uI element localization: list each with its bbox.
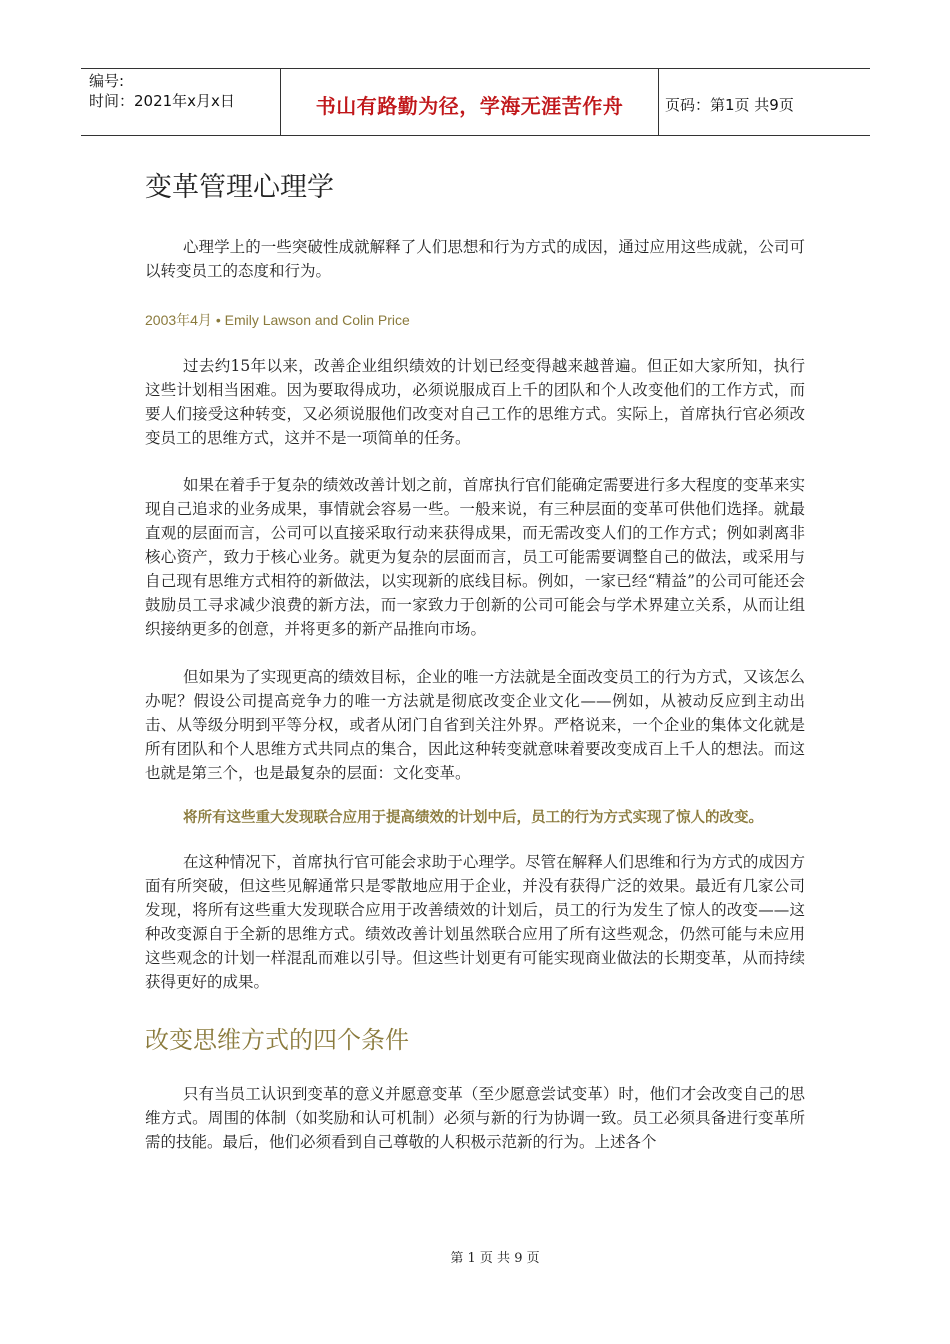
article-body bbox=[145, 160, 805, 1154]
paragraph-4: 在这种情况下，首席执行官可能会求助于心理学。尽管在解释人们思维和行为方式的成因方面有所突破，但这些见解通常只是零散地应用于企业，并没有获得广泛的效果。最近有几家公司发现，将所有这些重大发现联合应用于改善绩效的计划后，员工的行为发生了惊人的改变——这种改变源自于全新的思维方式。绩效改善计划虽然联合应用了所有这些观念，仍然可能与未应用这些观念的计划一样混乱而难以引导。但这些计划更有可能实现商业做法的长期变革，从而持续获得更好的成果。 bbox=[145, 853, 805, 991]
article-title: 变革管理心理学 bbox=[145, 172, 334, 203]
paragraph-2: 如果在着手于复杂的绩效改善计划之前，首席执行官们能确定需要进行多大程度的变革来实现自己追求的业务成果，事情就会容易一些。一般来说，有三种层面的变革可供他们选择。就最直观的层面而言，公司可以直接采取行动来获得成果，而无需改变人们的工作方式；例如剥离非核心资产，致力于核心业务。就更为复杂的层面而言，员工可能需要调整自己的做法，或采用与自己现有思维方式相符的新做法，以实现新的底线目标。例如，一家已经“精益”的公司可能还会鼓励员工寻求减少浪费的新方法，而一家致力于创新的公司可能会与学术界建立关系，从而让组织接纳更多的创意，并将更多的新产品推向市场。 bbox=[145, 476, 805, 638]
article-byline: 2003年4月 • Emily Lawson and Colin Price bbox=[145, 312, 410, 328]
document-number-label: 编号: bbox=[89, 72, 125, 90]
paragraph-1: 过去约15年以来，改善企业组织绩效的计划已经变得越来越普遍。但正如大家所知，执行这些计划相当困难。因为要取得成功，必须说服成百上千的团队和个人改变他们的工作方式，而要人们接受这种转变，又必须说服他们改变对自己工作的思维方式。实际上，首席执行官必须改变员工的思维方式，这并不是一项简单的任务。 bbox=[145, 357, 805, 447]
footer-page-number: 第 1 页 共 9 页 bbox=[450, 1251, 540, 1266]
pull-quote: 将所有这些重大发现联合应用于提高绩效的计划中后，员工的行为方式实现了惊人的改变。 bbox=[183, 809, 763, 826]
page-footer bbox=[0, 1247, 950, 1266]
paragraph-3: 但如果为了实现更高的绩效目标，企业的唯一方法就是全面改变员工的行为方式，又该怎么办呢？假设公司提高竞争力的唯一方法就是彻底改变企业文化——例如，从被动反应到主动出击、从等级分明到平等分权，或者从闭门自省到关注外界。严格说来，一个企业的集体文化就是所有团队和个人思维方式共同点的集合，因此这种转变就意味着要改变成百上千人的想法。而这也就是第三个，也是最复杂的层面：文化变革。 bbox=[145, 668, 805, 782]
paragraph-5: 只有当员工认识到变革的意义并愿意变革（至少愿意尝试变革）时，他们才会改变自己的思维方式。周围的体制（如奖励和认可机制）必须与新的行为协调一致。员工必须具备进行变革所需的技能。最后，他们必须看到自己尊敬的人积极示范新的行为。上述各个 bbox=[145, 1085, 805, 1151]
document-header bbox=[81, 68, 870, 136]
article-lead: 心理学上的一些突破性成就解释了人们思想和行为方式的成因，通过应用这些成就，公司可以转变员工的态度和行为。 bbox=[145, 238, 805, 280]
document-time-label: 时间：2021年x月x日 bbox=[89, 92, 235, 110]
header-info-cell bbox=[81, 69, 281, 135]
header-page-number: 页码：第1页 共9页 bbox=[665, 95, 794, 114]
section-heading: 改变思维方式的四个条件 bbox=[145, 1026, 409, 1054]
header-motto: 书山有路勤为径，学海无涯苦作舟 bbox=[281, 69, 659, 135]
